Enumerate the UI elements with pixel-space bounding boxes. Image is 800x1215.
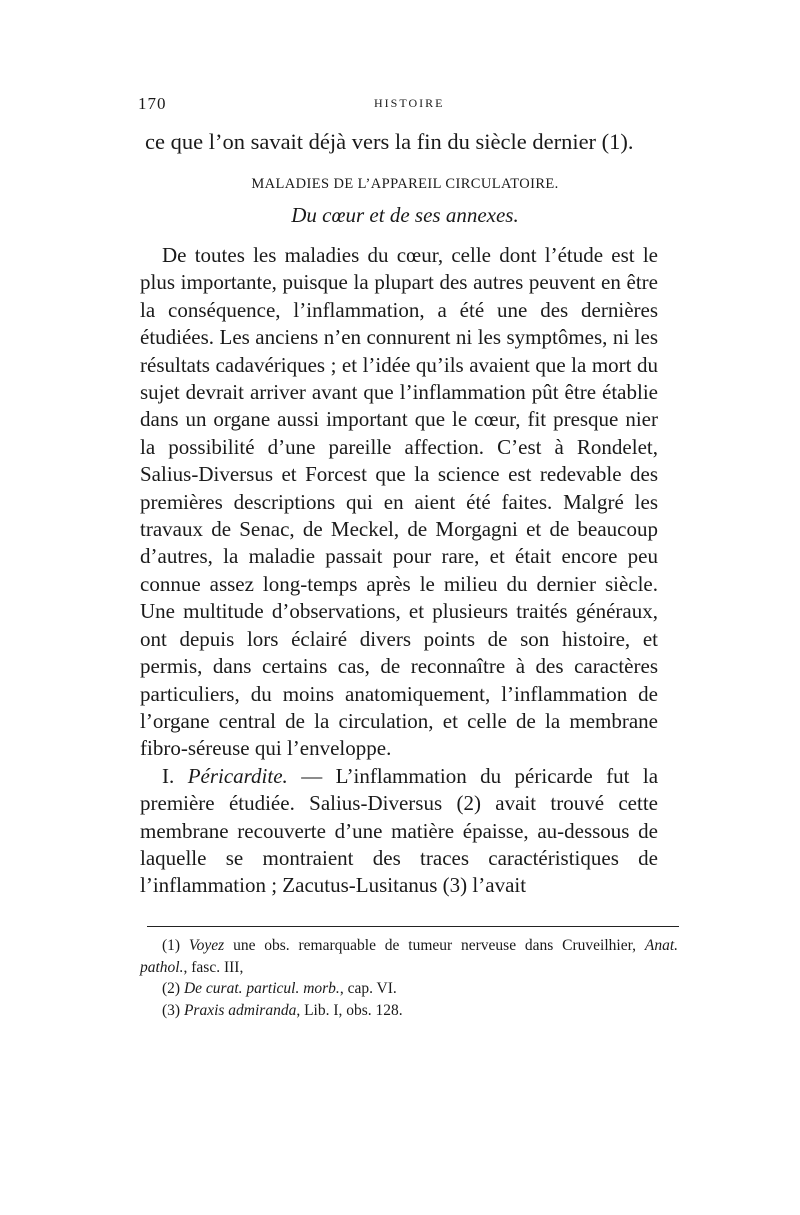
footnote-1 <box>140 935 678 978</box>
section-heading: MALADIES DE L’APPAREIL CIRCULATOIRE. <box>251 176 559 192</box>
footnote-reference: Praxis admiranda <box>183 1001 297 1019</box>
footnote-mark: (1) <box>162 937 181 954</box>
footnote-reference: De curat. particul. morb. <box>183 980 340 997</box>
page-number: 170 <box>138 94 167 113</box>
footnote-divider <box>147 926 679 927</box>
footnote-3 <box>140 1000 678 1022</box>
body-text <box>140 242 658 900</box>
pericarditis-term: Péricardite. <box>187 763 288 788</box>
footnote-2 <box>140 978 678 1000</box>
paragraph-pericarditis <box>140 763 658 900</box>
running-title: HISTOIRE <box>374 96 445 110</box>
footnote-tail: , fasc. III, <box>183 958 244 976</box>
subsection-heading: Du cœur et de ses annexes. <box>291 203 519 227</box>
footnote-tail: , cap. VI. <box>339 980 397 997</box>
footnote-reference: Anat. pathol. <box>140 937 679 976</box>
running-head <box>138 94 678 114</box>
pericarditis-text: — L’inflammation du péricarde fut la première étudiée. Salius-Diversus (2) avait trouvé cette membrane recouverte d’une matière épaisse, au-dessous de laquelle se montraient des traces caractéristiques de l’inflammation ; Zacutus-Lusitanus (3) l’avait <box>140 763 659 898</box>
footnotes <box>140 935 678 1021</box>
pericarditis-number: I. <box>162 763 175 788</box>
footnote-mark: (3) <box>162 1001 181 1019</box>
continued-text-line: ce que l’on savait déjà vers la fin du siècle dernier (1). <box>145 129 634 154</box>
footnote-lead: Voyez <box>188 937 225 954</box>
footnote-text: une obs. remarquable de tumeur nerveuse dans Cruveilhier, <box>233 937 637 954</box>
footnote-mark: (2) <box>162 980 181 997</box>
footnote-tail: , Lib. I, obs. 128. <box>296 1001 403 1019</box>
paragraph-heart-diseases: De toutes les maladies du cœur, celle dont l’étude est le plus importante, puisque la plupart des autres peuvent en être la conséquence, l’inflammation, a été une des dernières étudiées. Les anciens n’en connurent ni les symptômes, ni les résultats cadavériques ; et l’idée qu’ils avaient que la mort du sujet devrait arriver avant que l’inflammation pût être établie dans un organe aussi important que le cœur, fit presque nier la possibilité d’une pareille affection. C’est à Rondelet, Salius-Diversus et Forcest que la science est redevable des premières descriptions qui en aient été faites. Malgré les travaux de Senac, de Meckel, de Morgagni et de beaucoup d’autres, la maladie passait pour rare, et était encore peu connue assez long-temps après le milieu du dernier siècle. Une multitude d’observations, et plusieurs traités généraux, ont depuis lors éclairé divers points de son histoire, et permis, dans certains cas, de reconnaître à des caractères particuliers, du moins anatomiquement, l’inflammation de l’organe central de la circulation, et celle de la membrane fibro-séreuse qui l’enveloppe. <box>140 243 658 761</box>
